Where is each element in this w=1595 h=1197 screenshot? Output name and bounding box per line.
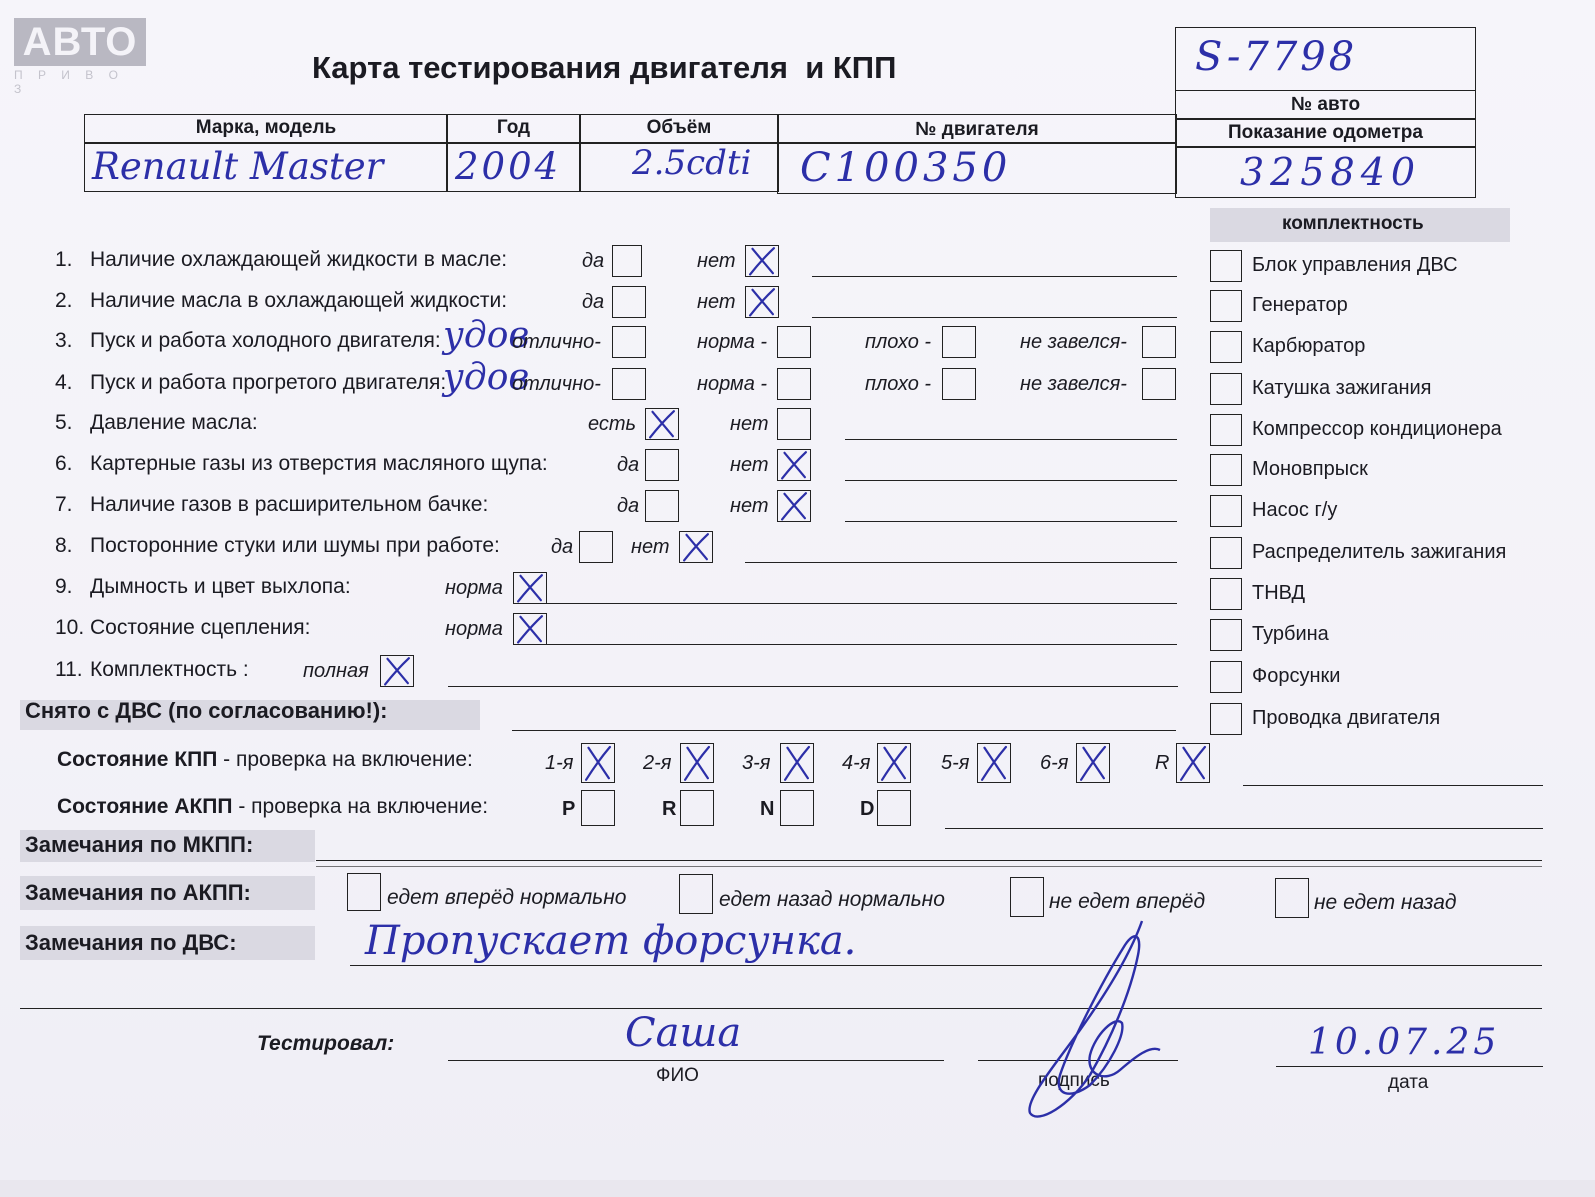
akpp-label-rest: - проверка на включение: xyxy=(232,795,489,818)
remarks-akpp-label: Замечания по АКПП: xyxy=(25,880,251,905)
question-number: 6. xyxy=(55,452,73,475)
logo-sub: П Р И В О З xyxy=(14,68,124,96)
option-checkbox[interactable] xyxy=(1142,326,1176,358)
auto-number-value: S-7798 xyxy=(1195,34,1358,80)
question-answer-line xyxy=(845,480,1177,481)
fio-line xyxy=(448,1060,944,1061)
option-label: нет xyxy=(631,536,670,558)
option-label: нет xyxy=(730,495,769,517)
signature-scribble xyxy=(1010,915,1180,1125)
option-checkbox[interactable] xyxy=(777,368,811,400)
question-number: 1. xyxy=(55,248,73,271)
question-number: 2. xyxy=(55,289,73,312)
option-label: норма xyxy=(445,618,503,640)
option-label: нет xyxy=(697,250,736,272)
date-label: дата xyxy=(1388,1072,1429,1093)
value-year: 2004 xyxy=(455,145,562,188)
option-checkbox[interactable] xyxy=(612,286,646,318)
akpp-line xyxy=(945,828,1543,829)
question-text: Наличие охлаждающей жидкости в масле: xyxy=(90,248,508,271)
question-text: Посторонние стуки или шумы при работе: xyxy=(90,534,500,557)
completeness-item-label: Насос г/у xyxy=(1252,499,1338,521)
akpp-label-bold: Состояние АКПП xyxy=(57,795,233,818)
remarks-dvs-value: Пропускает форсунка. xyxy=(365,918,857,964)
completeness-checkbox[interactable] xyxy=(1210,331,1242,363)
akpp-no-backward-checkbox[interactable] xyxy=(1275,878,1309,918)
option-label: полная xyxy=(303,660,369,682)
kpp-gear-checkbox[interactable] xyxy=(581,743,615,783)
question-answer-line xyxy=(547,644,1177,645)
akpp-mode-label: D xyxy=(860,798,875,820)
option-label: да xyxy=(617,454,640,476)
question-answer-line xyxy=(812,317,1177,318)
signature-label: подпись xyxy=(1038,1070,1110,1091)
logo xyxy=(14,18,146,96)
question-text: Пуск и работа холодного двигателя: xyxy=(90,329,441,352)
option-label: отлично- xyxy=(512,331,601,353)
completeness-checkbox[interactable] xyxy=(1210,661,1242,693)
kpp-gear-label: R xyxy=(1155,752,1170,774)
question-answer-line xyxy=(547,603,1177,604)
option-checkbox[interactable] xyxy=(645,449,679,481)
akpp-mode-checkbox[interactable] xyxy=(780,790,814,826)
completeness-checkbox[interactable] xyxy=(1210,454,1242,486)
question-number: 5. xyxy=(55,411,73,434)
question-number: 10. xyxy=(55,616,85,639)
question-number: 8. xyxy=(55,534,73,557)
akpp-backward-ok-label: едет назад нормально xyxy=(719,888,945,911)
remarks-dvs-line2 xyxy=(20,1008,1542,1009)
col-header-volume: Объём xyxy=(579,114,779,144)
akpp-backward-ok-checkbox[interactable] xyxy=(679,874,713,914)
question-text: Картерные газы из отверстия масляного щупа: xyxy=(90,452,548,475)
completeness-title: комплектность xyxy=(1282,213,1424,234)
question-text: Наличие газов в расширительном бачке: xyxy=(90,493,489,516)
option-label: отлично- xyxy=(512,373,601,395)
question-answer-line xyxy=(845,521,1177,522)
option-checkbox[interactable] xyxy=(612,326,646,358)
completeness-checkbox[interactable] xyxy=(1210,250,1242,282)
option-label: норма - xyxy=(697,373,768,395)
option-label: да xyxy=(551,536,574,558)
question-text: Дымность и цвет выхлопа: xyxy=(90,575,351,598)
completeness-item-label: Проводка двигателя xyxy=(1252,707,1441,729)
option-label: есть xyxy=(588,413,637,435)
akpp-no-forward-checkbox[interactable] xyxy=(1010,877,1044,917)
option-checkbox[interactable] xyxy=(777,449,811,481)
option-checkbox[interactable] xyxy=(513,613,547,645)
option-label: да xyxy=(582,291,605,313)
akpp-forward-ok-checkbox[interactable] xyxy=(347,873,381,911)
date-line xyxy=(1276,1066,1543,1067)
kpp-gear-checkbox[interactable] xyxy=(877,743,911,783)
kpp-gear-label: 3-я xyxy=(742,752,771,774)
option-checkbox[interactable] xyxy=(645,408,679,440)
completeness-checkbox[interactable] xyxy=(1210,373,1242,405)
question-number: 9. xyxy=(55,575,73,598)
kpp-gear-label: 1-я xyxy=(545,752,574,774)
option-checkbox[interactable] xyxy=(380,655,414,687)
value-model: Renault Master xyxy=(92,145,384,188)
option-checkbox[interactable] xyxy=(513,572,547,604)
logo-main: АВТО xyxy=(14,18,146,66)
option-label: норма - xyxy=(697,331,768,353)
kpp-label-rest: - проверка на включение: xyxy=(217,748,473,771)
col-header-odometer: Показание одометра xyxy=(1175,118,1476,148)
col-header-model: Марка, модель xyxy=(84,114,448,144)
question-text: Комплектность : xyxy=(90,658,249,681)
kpp-gear-label: 2-я xyxy=(643,752,672,774)
option-label: плохо - xyxy=(865,331,932,353)
question-text: Состояние сцепления: xyxy=(90,616,311,639)
akpp-mode-label: N xyxy=(760,798,775,820)
completeness-checkbox[interactable] xyxy=(1210,537,1242,569)
col-header-year: Год xyxy=(446,114,581,144)
auto-number-label: № авто xyxy=(1175,90,1476,120)
option-checkbox[interactable] xyxy=(679,531,713,563)
kpp-gear-checkbox[interactable] xyxy=(1176,743,1210,783)
option-label: нет xyxy=(730,454,769,476)
kpp-gear-checkbox[interactable] xyxy=(977,743,1011,783)
option-checkbox[interactable] xyxy=(942,326,976,358)
page-title: Карта тестирования двигателя и КПП xyxy=(312,50,897,85)
question-number: 7. xyxy=(55,493,73,516)
fio-value: Саша xyxy=(625,1010,742,1056)
signature-line xyxy=(978,1060,1178,1061)
completeness-item-label: Катушка зажигания xyxy=(1252,377,1432,399)
akpp-mode-label: R xyxy=(662,798,677,820)
date-value: 10.07.25 xyxy=(1308,1022,1501,1063)
completeness-item-label: Форсунки xyxy=(1252,665,1341,687)
option-checkbox[interactable] xyxy=(1142,368,1176,400)
akpp-no-forward-label: не едет вперёд xyxy=(1049,890,1206,913)
kpp-label xyxy=(57,748,473,772)
question-number: 4. xyxy=(55,371,73,394)
question-number: 3. xyxy=(55,329,73,352)
remarks-mkpp-label: Замечания по МКПП: xyxy=(25,832,254,857)
akpp-no-backward-label: не едет назад xyxy=(1314,891,1457,914)
akpp-mode-checkbox[interactable] xyxy=(581,790,615,826)
kpp-gear-label: 5-я xyxy=(941,752,970,774)
question-text: Пуск и работа прогретого двигателя: xyxy=(90,371,447,394)
col-header-engine-number: № двигателя xyxy=(777,114,1177,144)
question-number: 11. xyxy=(55,658,83,681)
option-checkbox[interactable] xyxy=(777,408,811,440)
value-odometer: 325840 xyxy=(1240,150,1422,194)
completeness-item-label: Моновпрыск xyxy=(1252,458,1368,480)
option-label: плохо - xyxy=(865,373,932,395)
completeness-checkbox[interactable] xyxy=(1210,619,1242,651)
option-label: да xyxy=(617,495,640,517)
question-handwritten-note: удов xyxy=(443,315,530,356)
akpp-mode-checkbox[interactable] xyxy=(877,790,911,826)
kpp-line xyxy=(1243,785,1543,786)
completeness-item-label: Блок управления ДВС xyxy=(1252,254,1458,276)
completeness-checkbox[interactable] xyxy=(1210,414,1242,446)
option-checkbox[interactable] xyxy=(745,286,779,318)
kpp-label-bold: Состояние КПП xyxy=(57,748,218,771)
removed-line xyxy=(512,730,1176,731)
completeness-item-label: Распределитель зажигания xyxy=(1252,541,1507,563)
option-label: да xyxy=(582,250,605,272)
kpp-gear-checkbox[interactable] xyxy=(780,743,814,783)
completeness-item-label: Генератор xyxy=(1252,294,1348,316)
akpp-mode-label: P xyxy=(562,798,576,820)
value-volume: 2.5cdti xyxy=(632,143,752,183)
option-checkbox[interactable] xyxy=(645,490,679,522)
kpp-gear-checkbox[interactable] xyxy=(680,743,714,783)
completeness-checkbox[interactable] xyxy=(1210,578,1242,610)
remarks-mkpp-line xyxy=(316,860,1542,861)
question-answer-line xyxy=(845,439,1177,440)
option-label: нет xyxy=(697,291,736,313)
question-text: Давление масла: xyxy=(90,411,258,434)
question-answer-line xyxy=(448,686,1178,687)
fio-label: ФИО xyxy=(656,1065,699,1086)
remarks-mkpp-line2 xyxy=(316,866,1542,867)
question-handwritten-note: удов xyxy=(443,357,530,398)
question-answer-line xyxy=(812,276,1177,277)
completeness-checkbox[interactable] xyxy=(1210,703,1242,735)
question-text: Наличие масла в охлаждающей жидкости: xyxy=(90,289,508,312)
kpp-gear-label: 4-я xyxy=(842,752,871,774)
remarks-dvs-label: Замечания по ДВС: xyxy=(25,930,237,955)
completeness-item-label: Компрессор кондиционера xyxy=(1252,418,1502,440)
kpp-gear-checkbox[interactable] xyxy=(1076,743,1110,783)
kpp-gear-label: 6-я xyxy=(1040,752,1069,774)
option-label: нет xyxy=(730,413,769,435)
option-label: норма xyxy=(445,577,503,599)
remarks-dvs-line xyxy=(350,965,1542,966)
akpp-label xyxy=(57,795,488,819)
completeness-item-label: Карбюратор xyxy=(1252,335,1366,357)
option-label: не завелся- xyxy=(1020,373,1127,395)
akpp-mode-checkbox[interactable] xyxy=(680,790,714,826)
akpp-forward-ok-label: едет вперёд нормально xyxy=(387,886,627,909)
option-checkbox[interactable] xyxy=(612,245,642,277)
value-engine-number: C100350 xyxy=(800,145,1012,191)
option-checkbox[interactable] xyxy=(579,531,613,563)
option-checkbox[interactable] xyxy=(777,326,811,358)
completeness-item-label: Турбина xyxy=(1252,623,1329,645)
option-checkbox[interactable] xyxy=(942,368,976,400)
option-checkbox[interactable] xyxy=(777,490,811,522)
completeness-item-label: ТНВД xyxy=(1252,582,1306,604)
option-label: не завелся- xyxy=(1020,331,1127,353)
removed-label: Снято с ДВС (по согласованию!): xyxy=(25,698,388,723)
completeness-checkbox[interactable] xyxy=(1210,290,1242,322)
option-checkbox[interactable] xyxy=(745,245,779,277)
question-answer-line xyxy=(745,562,1177,563)
completeness-checkbox[interactable] xyxy=(1210,495,1242,527)
tested-label: Тестировал: xyxy=(257,1032,395,1055)
option-checkbox[interactable] xyxy=(612,368,646,400)
